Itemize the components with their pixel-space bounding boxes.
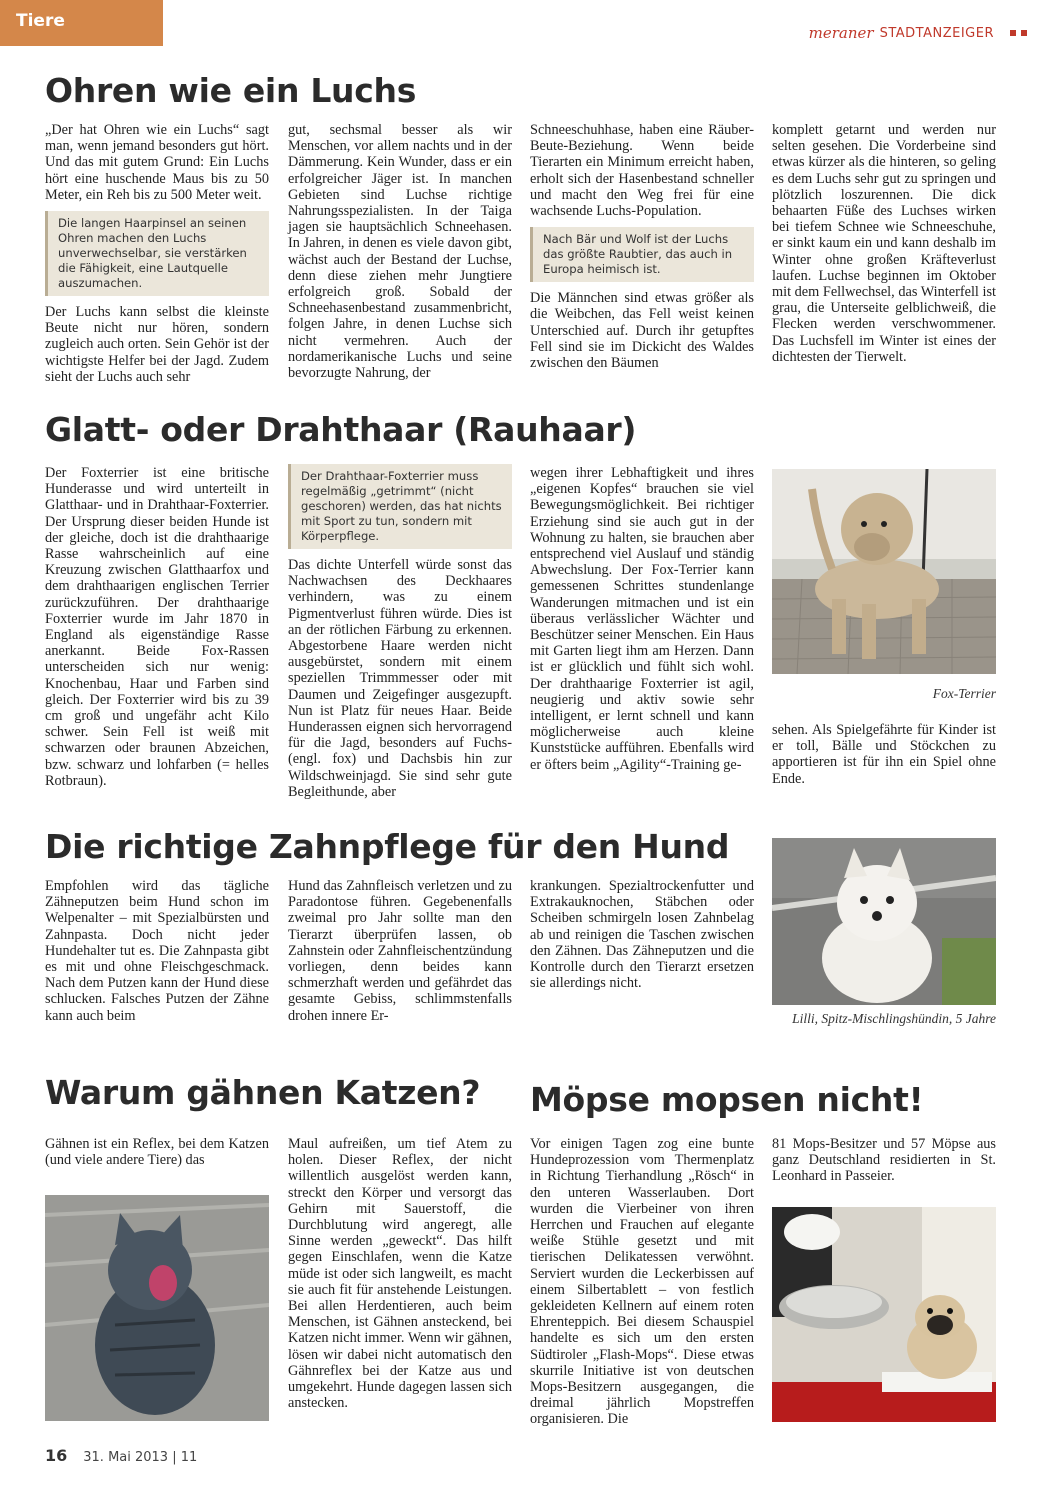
page-footer [45, 1446, 197, 1465]
cat-photo [45, 1195, 269, 1421]
headline-luchs: Ohren wie ein Luchs [45, 71, 417, 110]
terrier-paragraph: wegen ihrer Lebhaftigkeit und ihres „eigenen Kopfes“ brauchen sie viel Bewegungsmöglichkeit. Bei richtiger Erziehung sind sie auch gut in der Wohnung zu halten, sie brauchen aber entsprechend viel Auslauf und ständig Abwechslung. Der Fox-Terrier kann gemessenen Schrittes stundenlange Wanderungen mitmachen und ist ein überaus verlässlicher Wächter und Beschützer seiner Menschen. Ein Haus mit Garten liegt ihm am Herzen. Dann ist er glücklich und fühlt sich wohl. Der drahthaarige Foxterrier ist agil, neugierig und aktiv sowie sehr intelligent, er lernt schnell und kann möglicherweise auch kleine Kunststücke aufführen. Ebenfalls wird er öfters beim „Agility“-Training ge- [530, 465, 754, 773]
spitz-caption: Lilli, Spitz-Mischlingshündin, 5 Jahre [792, 1011, 996, 1026]
luchs-column-3 [530, 122, 754, 371]
masthead-meraner: meraner [808, 24, 874, 42]
katzen-column-2 [288, 1136, 512, 1411]
headline-zahnpflege: Die richtige Zahnpflege für den Hund [45, 827, 730, 866]
issue-date: 31. Mai 2013 | 11 [83, 1450, 198, 1465]
luchs-paragraph: komplett getarnt und werden nur selten gesehen. Die Vorderbeine sind etwas kürzer als die hinteren, so geling es dem Luchs sehr gut zu springen und plötzlich loszurennen. Die dick behaarten Füße des Luchses wirken bei tiefem Schnee wie Schneeschuhe, er sinkt kaum ein und kann deshalb im Winter ohne großen Kräfteverlust laufen. Luchse beginnen im Oktober mit dem Fellwechsel, das Winterfell ist grau, die Unterseite gelblichweiß, die Flecken werden verschwommener. Das Luchsfell im Winter ist eines der dichtesten der Tierwelt. [772, 122, 996, 365]
foxterrier-photo [772, 469, 996, 674]
headline-katzen: Warum gähnen Katzen? [45, 1073, 481, 1112]
terrier-paragraph: Der Foxterrier ist eine britische Hunderasse und wird unterteilt in Glatthaar- und in Drahthaar-Foxterrier. Der Ursprung dieser beiden Hunde ist der gleiche, doch ist die drahthaarige Rasse wahrscheinlich auf eine Kreuzung zwischen Glatthaarfox und dem drahthaarigen englischen Terrier zurückzuführen. Der drahthaarige Foxterrier wurde im Jahr 1870 in England als eigenständige Rasse anerkannt. Beide Fox-Rassen unterscheiden sich nur wenig: Knochenbau, Haar und Farben sind gleich. Der Foxterrier wird bis zu 39 cm groß und ungefähr acht Kilo schwer. Sein Fell ist weiß mit schwarzen oder braunen Abzeichen, bzw. schwarz und lohfarben (= helles Rotbraun). [45, 465, 269, 789]
luchs-paragraph: Der Luchs kann selbst die kleinste Beute nicht nur hören, sondern zugleich auch orten. Sein Gehör ist der wichtigste Helfer bei der Jagd. Zudem sieht der Luchs auch sehr [45, 304, 269, 385]
masthead-dots [1010, 30, 1027, 36]
luchs-column-4 [772, 122, 996, 365]
headline-foxterrier: Glatt- oder Drahthaar (Rauhaar) [45, 410, 637, 449]
section-label: Tiere [16, 11, 65, 31]
luchs-paragraph: Schneeschuhhase, haben eine Räuber-Beute-Beziehung. Wenn beide Tierarten ein Minimum erreicht haben, erholt sich der Hasenbestand schneller und macht den Weg frei für eine wachsende Luchs-Population. [530, 122, 754, 220]
zahn-paragraph: Empfohlen wird das tägliche Zähneputzen beim Hund schon im Welpenalter – mit Spezialbürsten und Zahnpasta. Doch nicht jeder Hundehalter tut es. Die Zahnpasta gibt es mit und ohne Fleischgeschmack. Nach dem Putzen kann der Hund diese schlucken. Falsches Putzen der Zähne kann auch beim [45, 878, 269, 1024]
section-tab [0, 0, 163, 46]
moepse-column-1 [530, 1136, 754, 1428]
luchs-column-2 [288, 122, 512, 381]
zahn-column-3 [530, 878, 754, 991]
masthead [809, 24, 1027, 42]
luchs-paragraph: gut, sechsmal besser als wir Menschen, vor allem nachts und in der Dämmerung. Kein Wunder, dass er ein erfolgreicher Jäger ist. In manchen Gebieten sind Luchse richtige Nahrungsspezialisten. In der Taiga jagen sie hauptsächlich Schneehasen. In Jahren, in denen es viele davon gibt, wächst auch der Bestand der Luchse, denn diese ziehen mehr Jungtiere erfolgreich groß. Sobald der Schneehasenbestand zusammenbricht, folgen Jahre, in denen Luchse sich nicht vermehren. Auch der nordamerikanische Luchs und seine bevorzugte Nahrung, der [288, 122, 512, 382]
terrier-column-3 [530, 465, 754, 773]
foxterrier-caption: Fox-Terrier [932, 686, 996, 701]
zahn-paragraph: Hund das Zahnfleisch verletzen und zu Paradontose führen. Gegebenenfalls zweimal pro Jahr sollte man den Tierarzt überprüfen lassen, ob Zahnstein oder Zahnfleischentzündung vorliegen, denn beides kann schmerzhaft werden und gefährdet das gesamte Gebiss, schlimmstenfalls drohen innere Er- [288, 878, 512, 1024]
luchs-callout-2: Nach Bär und Wolf ist der Luchs das größte Raubtier, das auch in Europa heimisch ist. [530, 227, 754, 282]
masthead-stadtanzeiger: STADTANZEIGER [879, 25, 994, 41]
terrier-paragraph: sehen. Als Spielgefährte für Kinder ist er toll, Bälle und Stöckchen zu apportieren ist für ihn ein Spiel ohne Ende. [772, 722, 996, 787]
terrier-paragraph: Das dichte Unterfell würde sonst das Nachwachsen des Deckhaares verhindern, was zu einem Pigmentverlust führen würde. Dies ist an der rötlichen Färbung zu erkennen. Abgestorbene Haare werden nicht ausgebürstet, sondern mit einem speziellen Trimmmesser oder mit Daumen und Zeigefinger ausgezupft. Nun ist Platz für neues Haar. Beide Hunderassen eignen sich hervorragend für die Jagd, besonders auf Fuchs- (engl. fox) und Dachsbis hin zur Wildschweinjagd. Sie sind sehr gute Begleithunde, aber [288, 557, 512, 800]
spitz-photo [772, 838, 996, 1005]
katzen-column-1 [45, 1136, 269, 1168]
luchs-paragraph: „Der hat Ohren wie ein Luchs“ sagt man, wenn jemand besonders gut hört. Und das mit gutem Grund: Ein Luchs hört eine huschende Maus bis zu 50 Meter, ein Reh bis zu 500 Meter weit. [45, 122, 269, 203]
luchs-callout-1: Die langen Haarpinsel an seinen Ohren machen den Luchs unverwechselbar, sie verstärken die Fähigkeit, eine Lautquelle auszumachen. [45, 211, 269, 296]
terrier-column-1 [45, 465, 269, 789]
katzen-paragraph: Gähnen ist ein Reflex, bei dem Katzen (und viele andere Tiere) das [45, 1136, 269, 1169]
katzen-paragraph: Maul aufreißen, um tief Atem zu holen. Dieser Reflex, der nicht willentlich ausgelöst werden kann, streckt den Körper und versorgt das Gehirn mit Sauerstoff, die Durchblutung wird angeregt, alle Sinne werden „geweckt“. Das hilft gegen Einschlafen, wenn die Katze müde ist oder sich langweilt, es macht sie auch fit für anstehende Leistungen. Bei allen Herdentieren, auch beim Menschen, ist Gähnen ansteckend, bei Katzen nicht immer. Wenn wir gähnen, lösen wir dabei nicht automatisch den Gähnreflex bei der Katze aus und umgekehrt. Hunde dagegen lassen sich anstecken. [288, 1136, 512, 1412]
terrier-column-4 [772, 722, 996, 787]
page-number: 16 [45, 1446, 68, 1465]
luchs-paragraph: Die Männchen sind etwas größer als die Weibchen, das Fell weist keinen Unterschied auf. Durch ihr getupftes Fell sind sie im Dickicht des Waldes zwischen den Bäumen [530, 290, 754, 372]
luchs-column-1 [45, 122, 269, 385]
moepse-paragraph: Vor einigen Tagen zog eine bunte Hundeprozession vom Thermenplatz in Richtung Tierhandlung „Rösch“ in den unteren Wasserlauben. Dort wurden die Vierbeiner von ihren Herrchen und Frauchen auf elegante weiße Stühle gesetzt und mit tierischen Delikatessen verwöhnt. Serviert wurden die Leckerbissen auf einem Silbertablett – von festlich gekleideten Kellnern auf einem roten Ehrenteppich. Bei diesem Schauspiel handelte es sich um den ersten Südtiroler „Flash-Mops“. Diese etwas skurrile Initiative ist von deutschen Mops-Besitzern ausgegangen, die dreimal jährlich Mopstreffen organisieren. Die [530, 1136, 754, 1428]
moepse-paragraph: 81 Mops-Besitzer und 57 Möpse aus ganz Deutschland residierten in St. Leonhard in Passeier. [772, 1136, 996, 1185]
zahn-column-2 [288, 878, 512, 1024]
moepse-column-2 [772, 1136, 996, 1185]
zahn-paragraph: krankungen. Spezialtrockenfutter und Extrakauknochen, Stäbchen oder Scheiben schmirgeln losen Zahnbelag ab und reinigen die Taschen zwischen den Zähnen. Das Zähneputzen und die Kontrolle durch den Tierarzt ersetzen sie allerdings nicht. [530, 878, 754, 992]
terrier-callout: Der Drahthaar-Foxterrier muss regelmäßig „getrimmt“ (nicht geschoren) werden, das hat nichts mit Sport zu tun, sondern mit Körperpflege. [288, 464, 512, 549]
zahn-column-1 [45, 878, 269, 1024]
terrier-column-2 [288, 458, 512, 800]
headline-moepse: Möpse mopsen nicht! [530, 1080, 924, 1119]
mops-photo [772, 1207, 996, 1422]
